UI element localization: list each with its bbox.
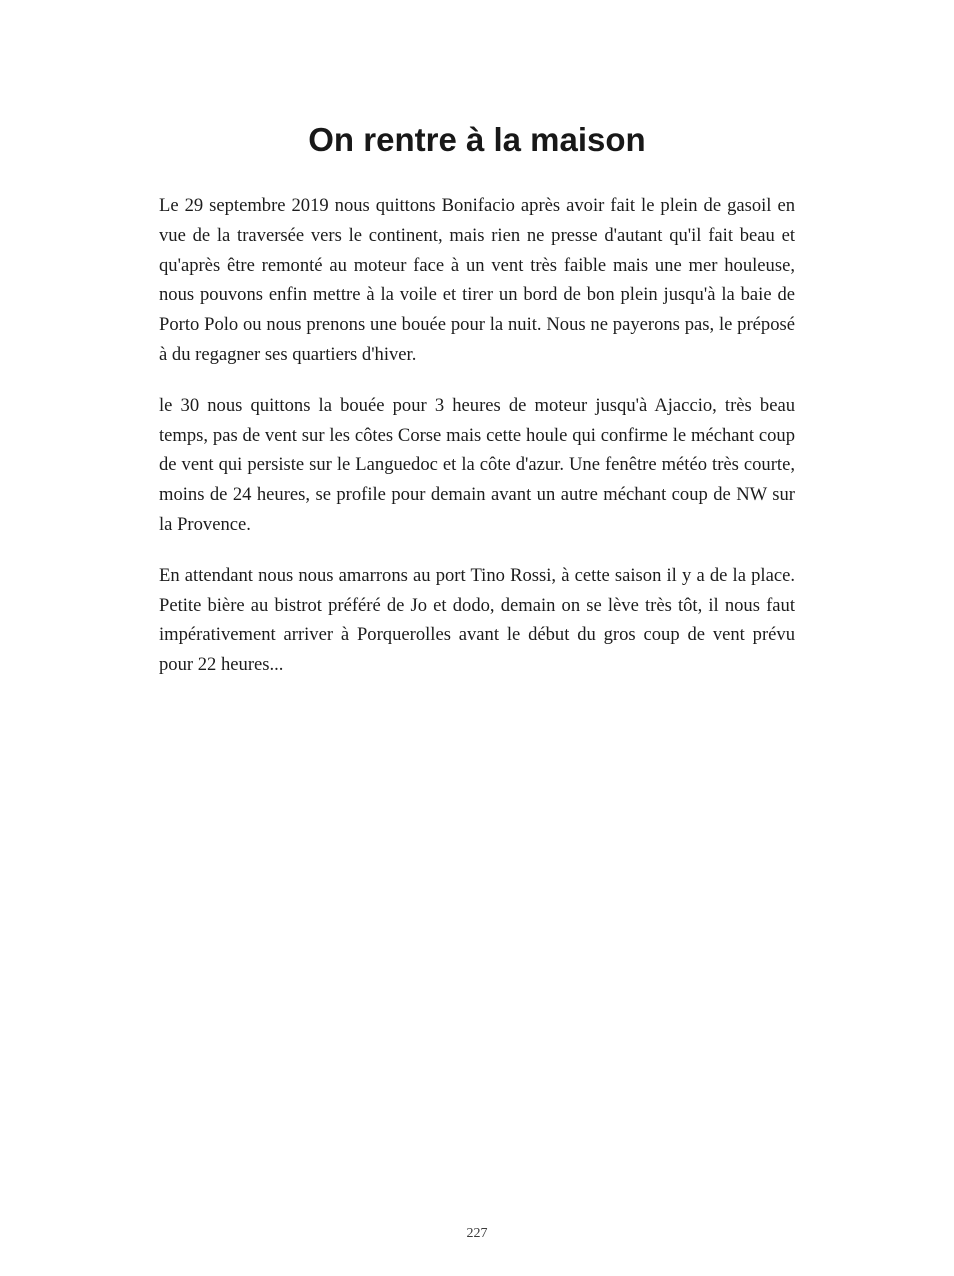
page-number: 227 [466, 1226, 488, 1241]
paragraph-3: En attendant nous nous amarrons au port Tino Rossi, à cette saison il y a de la place. Petite bière au bistrot préféré de Jo et dodo, demain on se lève très tôt, il nous faut impérativement arriver à Porquerolles avant le début du gros coup de vent prévu pour 22 heures... [159, 564, 795, 676]
paragraph-1: Le 29 septembre 2019 nous quittons Bonifacio après avoir fait le plein de gasoil en vue de la traversée vers le continent, mais rien ne presse d'autant qu'il fait beau et qu'après être remonté au moteur face à un vent très faible mais une mer houleuse, nous pouvons enfin mettre à la voile et tirer un bord de bon plein jusqu'à la baie de Porto Polo ou nous prenons une bouée pour la nuit. Nous ne payerons pas, le préposé à du regagner ses quartiers d'hiver. [159, 195, 795, 365]
paragraph-2: le 30 nous quittons la bouée pour 3 heures de moteur jusqu'à Ajaccio, très beau temps, pas de vent sur les côtes Corse mais cette houle qui confirme le méchant coup de vent qui persiste sur le Languedoc et la côte d'azur. Une fenêtre météo très courte, moins de 24 heures, se profile pour demain avant un autre méchant coup de NW sur la Provence. [159, 394, 795, 535]
page-title: On rentre à la maison [308, 121, 646, 158]
body-text [159, 159, 795, 680]
